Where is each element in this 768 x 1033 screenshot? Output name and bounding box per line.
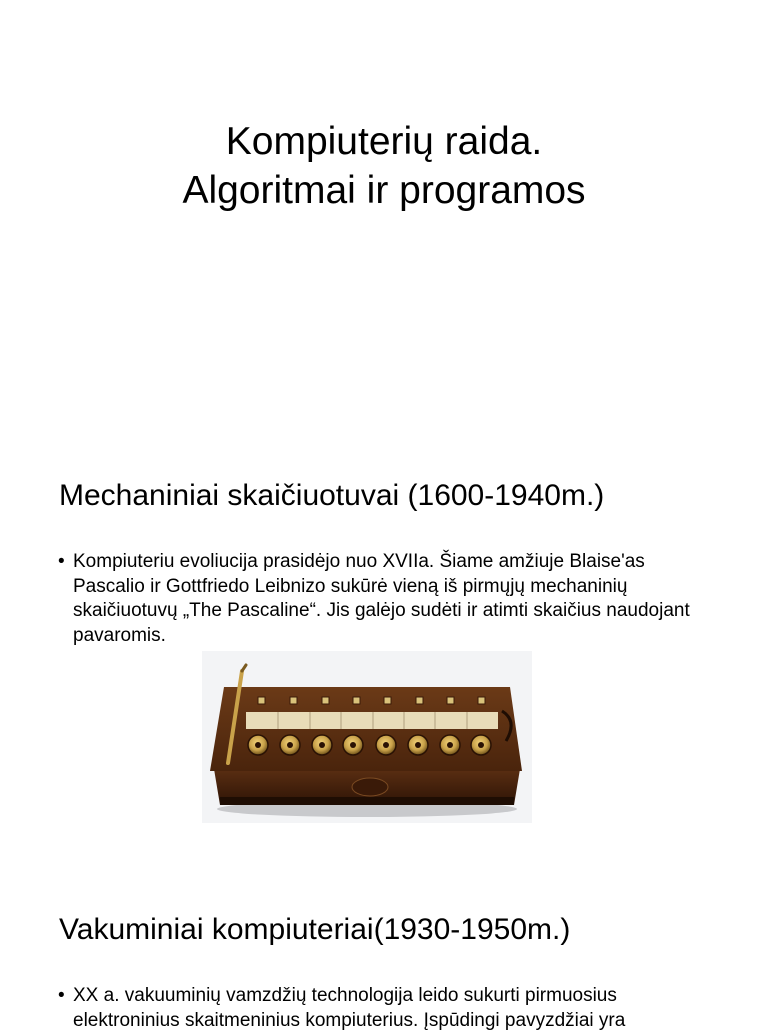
slide-title-line-1: Kompiuterių raida. — [225, 120, 543, 163]
section-heading-vacuum: Vakuminiai kompiuteriai(1930-1950m.) — [59, 913, 571, 946]
bullet-text: Kompiuteriu evoliucija prasidėjo nuo XVIIa. Šiame amžiuje Blaise'as Pascalio ir Gottfriedo Leibnizo sukūrė vieną iš pirmųjų mechaninių skaičiuotuvų „The Pascaline“. Jis galėjo sudėti ir atimti skaičius naudojant pavaromis. — [73, 551, 690, 646]
pascaline-calculator-icon — [202, 651, 532, 823]
slide-title-line-2: Algoritmai ir programos — [182, 169, 586, 212]
bullet-mechanical — [58, 550, 718, 648]
slide-title — [0, 117, 768, 215]
bullet-dot: • — [58, 985, 65, 1006]
pascaline-photo — [202, 651, 532, 823]
section-heading-mechanical: Mechaniniai skaičiuotuvai (1600-1940m.) — [59, 479, 605, 512]
bullet-dot: • — [58, 551, 65, 572]
bullet-vacuum — [58, 984, 718, 1033]
bullet-text: XX a. vakuuminių vamzdžių technologija leido sukurti pirmuosius elektroninius skaitmeninius kompiuterius. Įspūdingi pavyzdžiai yra — [73, 985, 626, 1031]
